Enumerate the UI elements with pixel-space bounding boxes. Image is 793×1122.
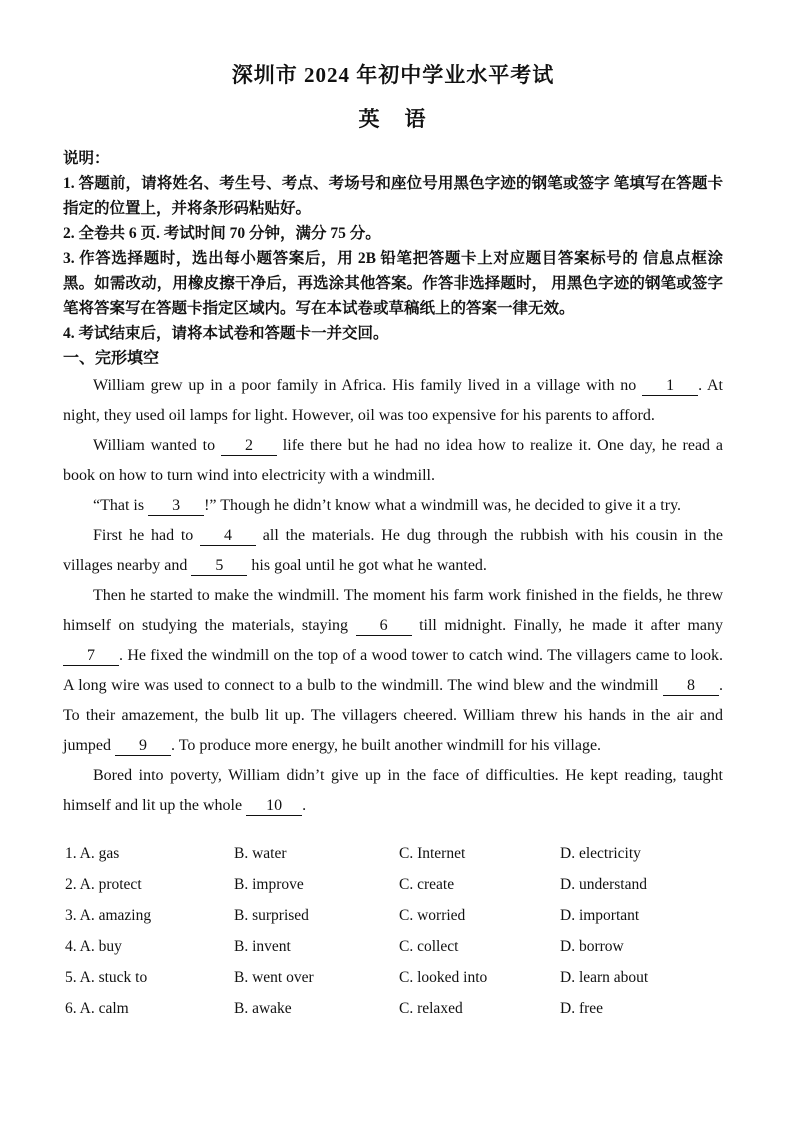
- option-cell: 6. A. calm: [65, 999, 129, 1017]
- cloze-passage: [63, 371, 723, 821]
- option-row-6: [65, 993, 723, 1024]
- option-cell: 1. A. gas: [65, 844, 120, 862]
- option-cell: D. learn about: [560, 968, 649, 986]
- option-cell: D. electricity: [560, 844, 641, 862]
- option-cell: C. create: [399, 875, 455, 893]
- option-row-5: [65, 962, 723, 993]
- option-cell: D. free: [560, 999, 604, 1017]
- instructions-block: [63, 146, 723, 371]
- passage-paragraph: William wanted to 2 life there but he had no idea how to realize it. One day, he read a book on how to turn wind into electricity with a windmill.: [63, 437, 724, 484]
- option-cell: B. water: [234, 844, 287, 862]
- cloze-blank-5: 5: [191, 557, 247, 576]
- option-row-2: [65, 869, 723, 900]
- instruction-item-4: 4. 考试结束后，请将本试卷和答题卡一并交回。: [63, 325, 389, 342]
- instructions-label: 说明：: [63, 150, 110, 167]
- option-cell: 2. A. protect: [65, 875, 142, 893]
- option-cell: C. collect: [399, 937, 459, 955]
- option-cell: C. relaxed: [399, 999, 463, 1017]
- cloze-blank-8: 8: [663, 677, 719, 696]
- option-row-3: [65, 900, 723, 931]
- cloze-blank-10: 10: [246, 797, 302, 816]
- option-row-1: [65, 838, 723, 869]
- passage-paragraph: Bored into poverty, William didn’t give up in the face of difficulties. He kept reading, taught himself and lit up the whole 10 .: [63, 767, 723, 814]
- exam-title: 深圳市 2024 年初中学业水平考试: [231, 63, 555, 87]
- option-cell: B. went over: [234, 968, 314, 986]
- option-cell: D. borrow: [560, 937, 624, 955]
- instruction-item-2: 2. 全卷共 6 页. 考试时间 70 分钟，满分 75 分。: [63, 225, 381, 242]
- options-grid: [63, 838, 723, 1024]
- cloze-blank-1: 1: [642, 377, 698, 396]
- option-cell: 5. A. stuck to: [65, 968, 148, 986]
- instruction-item-1: 1. 答题前，请将姓名、考生号、考点、考场号和座位号用黑色字迹的钢笔或签字 笔填写在答题卡指定的位置上，并将条形码粘贴好。: [63, 175, 723, 217]
- option-row-4: [65, 931, 723, 962]
- option-cell: D. understand: [560, 875, 647, 893]
- passage-paragraph: First he had to 4 all the materials. He dug through the rubbish with his cousin in the villages nearby and 5 his goal until he got what he wanted.: [63, 527, 723, 574]
- cloze-blank-2: 2: [221, 437, 277, 456]
- passage-paragraph: William grew up in a poor family in Africa. His family lived in a village with no 1 . At night, they used oil lamps for light. However, oil was too expensive for his parents to afford.: [63, 377, 723, 424]
- cloze-blank-7: 7: [63, 647, 119, 666]
- cloze-blank-6: 6: [356, 617, 412, 636]
- option-cell: D. important: [560, 906, 640, 924]
- option-cell: B. surprised: [234, 906, 309, 924]
- option-cell: B. invent: [234, 937, 291, 955]
- passage-paragraph: Then he started to make the windmill. The moment his farm work finished in the fields, he threw himself on studying the materials, staying 6 till midnight. Finally, he made it after many 7 . He fixed the windmill on the top of a wood tower to catch wind. The villagers came to look. A long wire was used to connect to a bulb to the windmill. The wind blew and the windmill 8 . To their amazement, the bulb lit up. The villagers cheered. William threw his hands in the air and jumped 9 . To produce more energy, he built another windmill for his village.: [63, 587, 724, 754]
- instruction-item-3: 3. 作答选择题时，选出每小题答案后，用 2B 铅笔把答题卡上对应题目答案标号的 信息点框涂黑。如需改动，用橡皮擦干净后，再选涂其他答案。作答非选择题时， 用黑色字迹的钢笔或签字笔将答案写在答题卡指定区域内。写在本试卷或草稿纸上的答案一律无效。: [63, 250, 723, 317]
- option-cell: 4. A. buy: [65, 937, 122, 955]
- option-cell: C. looked into: [399, 968, 488, 986]
- cloze-blank-9: 9: [115, 737, 171, 756]
- option-cell: B. improve: [234, 875, 304, 893]
- option-cell: C. worried: [399, 906, 466, 924]
- option-cell: B. awake: [234, 999, 292, 1017]
- option-cell: C. Internet: [399, 844, 466, 862]
- subject-title: 英 语: [358, 107, 428, 131]
- passage-paragraph: “That is 3 !” Though he didn’t know what a windmill was, he decided to give it a try.: [93, 497, 682, 514]
- option-cell: 3. A. amazing: [65, 906, 152, 924]
- cloze-blank-4: 4: [200, 527, 256, 546]
- cloze-blank-3: 3: [148, 497, 204, 516]
- section-heading: 一、完形填空: [63, 350, 160, 367]
